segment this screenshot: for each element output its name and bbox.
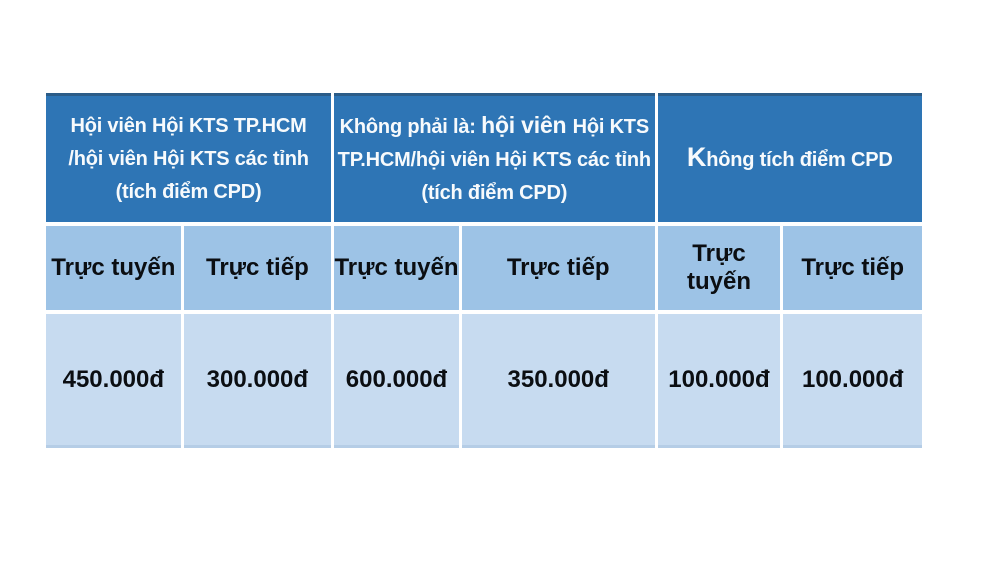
subheader-cell-online-2: Trực tuyến [334,226,459,310]
header-text-part: Không phải là: [339,115,482,138]
subheader-cell-inperson-1: Trực tiếp [184,226,331,310]
price-cell-no-cpd-online: 100.000đ [658,314,781,448]
header-line: (tích điểm CPD) [421,181,568,204]
header-line: (tích điểm CPD) [115,180,262,203]
subheader-cell-inperson-3: Trực tiếp [783,226,922,310]
price-cell-non-member-online: 600.000đ [334,314,459,448]
header-line [687,141,893,177]
header-line: /hội viên Hội KTS các tỉnh [68,147,309,170]
subheader-cell-online-3: Trực tuyến [658,226,781,310]
header-cell-non-member [334,93,654,222]
header-text-part-large: K [686,142,707,172]
header-text-part: hông tích điểm CPD [706,149,893,171]
price-cell-member-inperson: 300.000đ [184,314,331,448]
header-line [340,109,649,144]
price-cell-no-cpd-inperson: 100.000đ [783,314,922,448]
cpd-pricing-table [46,93,922,448]
header-line: TP.HCM/hội viên Hội KTS các tỉnh [337,148,651,171]
subheader-cell-online-1: Trực tuyến [46,226,181,310]
subheader-cell-inperson-2: Trực tiếp [462,226,655,310]
header-text-part: Hội KTS [572,115,649,138]
price-cell-member-online: 450.000đ [46,314,181,448]
header-cell-no-cpd [658,93,922,222]
header-text-part-large: hội viên [481,111,573,138]
price-cell-non-member-inperson: 350.000đ [462,314,655,448]
header-line: Hội viên Hội KTS TP.HCM [70,114,307,137]
header-cell-member [46,93,331,222]
